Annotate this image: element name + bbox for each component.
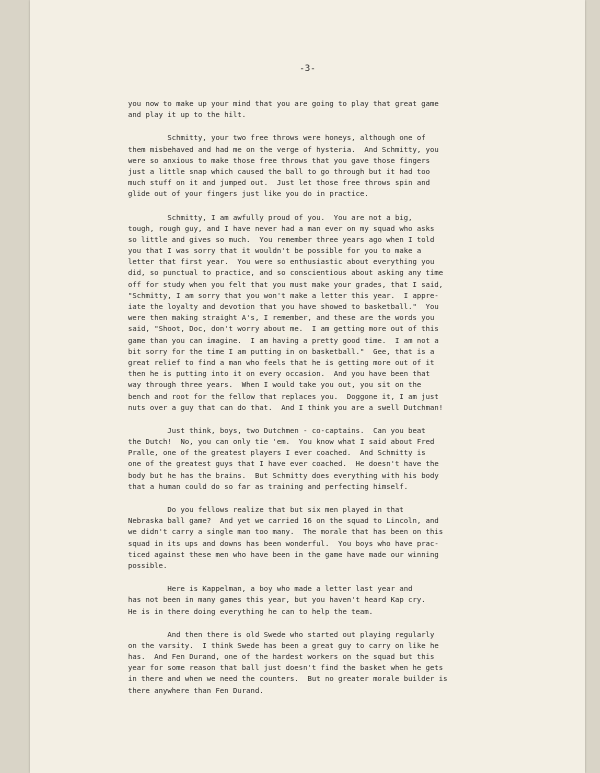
text-line: game than you can imagine. I am having a pretty good time. I am not a (128, 335, 439, 345)
text-line: squad in its ups and downs has been wonderful. You boys who have prac- (128, 538, 439, 548)
text-line: great relief to find a man who feels that he is getting more out of it (128, 357, 435, 367)
text-line: Schmitty, your two free throws were honeys, although one of (128, 133, 426, 143)
text-line: has. And Fen Durand, one of the hardest workers on the squad but this (128, 652, 435, 662)
text-line: just a little snap which caused the ball to go through but it had too (128, 166, 431, 176)
text-line: we didn't carry a single man too many. The morale that has been on this (128, 527, 444, 537)
paragraph-gap (128, 571, 548, 583)
text-line: Nebraska ball game? And yet we carried 16 on the squad to Lincoln, and (128, 516, 439, 526)
text-line: body but he has the brains. But Schmitty does everything with his body (128, 470, 439, 480)
text-line: off for study when you felt that you must make your grades, that I said, (128, 279, 444, 289)
text-line: He is in there doing everything he can to help the team. (128, 606, 374, 616)
text-line: And then there is old Swede who started out playing regularly (128, 629, 435, 639)
text-line: nuts over a guy that can do that. And I think you are a swell Dutchman! (128, 402, 444, 412)
paragraph-gap (128, 120, 548, 132)
paragraph (128, 212, 548, 413)
text-line: year for some reason that ball just doesn't find the basket when he gets (128, 663, 444, 673)
text-line: were then making straight A's, I remember, and these are the words you (128, 313, 435, 323)
text-line: said, "Shoot, Doc, don't worry about me. I am getting more out of this (128, 324, 439, 334)
paragraph (128, 425, 548, 492)
text-line: possible. (128, 560, 168, 570)
text-line: in there and when we need the counters. But no greater morale builder is (128, 674, 448, 684)
text-line: then he is putting into it on every occasion. And you have been that (128, 369, 431, 379)
text-line: Do you fellows realize that but six men played in that (128, 505, 404, 514)
paragraph (128, 504, 548, 571)
text-line: iate the loyalty and devotion that you have showed to basketball." You (128, 302, 439, 311)
text-line: bench and root for the fellow that replaces you. Doggone it, I am just (128, 391, 439, 401)
paragraph-gap (128, 413, 548, 425)
paragraph (128, 98, 548, 120)
text-line: has not been in many games this year, but you haven't heard Kap cry. (128, 595, 426, 605)
text-line: Schmitty, I am awfully proud of you. You are not a big, (128, 212, 413, 222)
text-line: the Dutch! No, you can only tie 'em. You know what I said about Fred (128, 437, 435, 447)
paragraph-gap (128, 200, 548, 212)
text-line: and play it up to the hilt. (128, 110, 247, 120)
text-line: that a human could do so far as training and perfecting himself. (128, 481, 409, 491)
text-line: did, so punctual to practice, and so conscientious about asking any time (128, 268, 444, 278)
text-line: Pralle, one of the greatest players I ever coached. And Schmitty is (128, 448, 426, 458)
text-line: Just think, boys, two Dutchmen - co-captains. Can you beat (128, 425, 426, 435)
text-line: you that I was sorry that it wouldn't be possible for you to make a (128, 246, 422, 256)
page-number: -3- (299, 64, 316, 74)
text-line: tough, rough guy, and I have never had a man ever on my squad who asks (128, 223, 435, 233)
text-line: "Schmitty, I am sorry that you won't make a letter this year. I appre- (128, 290, 439, 300)
text-line: them misbehaved and had me on the verge of hysteria. And Schmitty, you (128, 144, 439, 154)
text-line: bit sorry for the time I am putting in on basketball." Gee, that is a (128, 346, 435, 356)
paragraph-gap (128, 492, 548, 504)
text-line: ticed against these men who have been in the game have made our winning (128, 549, 439, 559)
text-line: were so anxious to make those free throws that you gave those fingers (128, 155, 431, 165)
text-line: one of the greatest guys that I have ever coached. He doesn't have the (128, 459, 439, 469)
text-line: glide out of your fingers just like you do in practice. (128, 189, 369, 199)
text-line: letter that first year. You were so enthusiastic about everything you (128, 257, 435, 267)
document-page (30, 0, 585, 773)
paragraph (128, 583, 548, 617)
text-line: Here is Kappelman, a boy who made a letter last year and (128, 584, 413, 594)
letter-body (128, 98, 548, 696)
text-line: so little and gives so much. You remember three years ago when I told (128, 234, 435, 244)
text-line: on the varsity. I think Swede has been a great guy to carry on like he (128, 640, 439, 650)
paragraph (128, 629, 548, 696)
text-line: much stuff on it and jumped out. Just let those free throws spin and (128, 178, 431, 188)
text-line: you now to make up your mind that you are going to play that great game (128, 99, 439, 108)
text-line: there anywhere than Fen Durand. (128, 685, 264, 695)
paragraph-gap (128, 617, 548, 629)
text-line: way through three years. When I would take you out, you sit on the (128, 380, 422, 390)
paragraph (128, 132, 548, 199)
